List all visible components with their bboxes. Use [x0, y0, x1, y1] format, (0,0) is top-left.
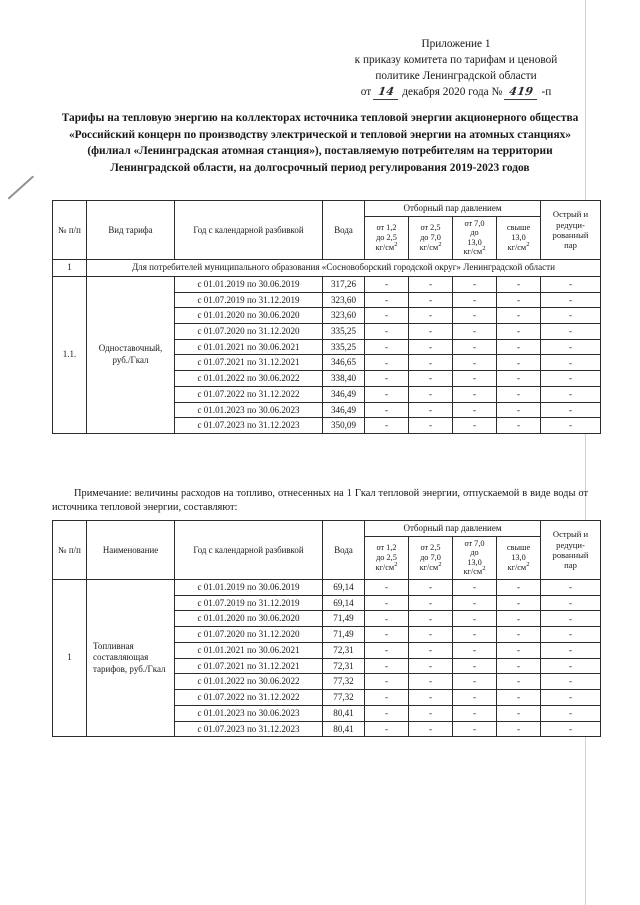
cell-empty-dash: - — [365, 355, 409, 371]
cell-period: с 01.07.2023 по 31.12.2023 — [175, 418, 323, 434]
cell-empty-dash: - — [497, 418, 541, 434]
cell-empty-dash: - — [409, 276, 453, 292]
header-number: № п/п — [53, 201, 87, 260]
pressure-2-line-1: от 2,5 — [420, 543, 441, 553]
cell-period: с 01.01.2023 по 30.06.2023 — [175, 705, 323, 721]
cell-water-value: 69,14 — [323, 595, 365, 611]
cell-empty-dash: - — [497, 371, 541, 387]
pressure-3-line-2: до — [470, 228, 479, 238]
cell-empty-dash: - — [409, 595, 453, 611]
header-pressure-1 — [365, 216, 409, 259]
cell-empty-dash: - — [365, 721, 409, 737]
pressure-3-sup: 2 — [482, 245, 486, 253]
cell-empty-dash: - — [497, 386, 541, 402]
cell-period: с 01.07.2020 по 31.12.2020 — [175, 627, 323, 643]
cell-water-value: 335,25 — [323, 324, 365, 340]
cell-period: с 01.01.2021 по 30.06.2021 — [175, 339, 323, 355]
cell-water-value: 346,49 — [323, 402, 365, 418]
pressure-1-sup: 2 — [394, 240, 398, 248]
cell-water-value: 77,32 — [323, 690, 365, 706]
cell-water-value: 335,25 — [323, 339, 365, 355]
cell-empty-dash: - — [453, 402, 497, 418]
cell-empty-dash: - — [365, 339, 409, 355]
header-water: Вода — [323, 521, 365, 580]
pressure-2-sup: 2 — [438, 240, 442, 248]
cell-empty-dash: - — [541, 642, 601, 658]
cell-empty-dash: - — [409, 580, 453, 596]
cell-empty-dash: - — [453, 418, 497, 434]
cell-empty-dash: - — [453, 674, 497, 690]
cell-period: с 01.01.2023 по 30.06.2023 — [175, 402, 323, 418]
table-header-row-top — [53, 521, 601, 537]
date-month-year: декабря 2020 года № — [402, 86, 503, 99]
cell-water-value: 77,32 — [323, 674, 365, 690]
cell-empty-dash: - — [541, 674, 601, 690]
cell-period: с 01.07.2022 по 31.12.2022 — [175, 690, 323, 706]
pressure-1-line-1: от 1,2 — [376, 223, 397, 233]
cell-empty-dash: - — [541, 386, 601, 402]
header-pressure-4 — [497, 536, 541, 579]
cell-empty-dash: - — [365, 292, 409, 308]
row-number: 1.1. — [53, 276, 87, 433]
cell-empty-dash: - — [409, 642, 453, 658]
cell-empty-dash: - — [497, 324, 541, 340]
cell-empty-dash: - — [453, 690, 497, 706]
pressure-3-line-1: от 7,0 — [464, 218, 485, 228]
group-number: 1 — [53, 260, 87, 277]
pressure-2-line-2: до 7,0 — [420, 553, 441, 563]
cell-empty-dash: - — [497, 642, 541, 658]
handwritten-order-number: 419 — [504, 86, 539, 100]
pressure-4-line-2: 13,0 — [511, 233, 526, 243]
header-steam-group: Отборный пар давлением — [365, 521, 541, 537]
cell-empty-dash: - — [453, 355, 497, 371]
pressure-3-unit: кг/см — [463, 567, 483, 577]
cell-empty-dash: - — [497, 580, 541, 596]
cell-empty-dash: - — [497, 292, 541, 308]
cell-period: с 01.01.2020 по 30.06.2020 — [175, 611, 323, 627]
pressure-1-line-2: до 2,5 — [376, 233, 397, 243]
cell-empty-dash: - — [453, 611, 497, 627]
pressure-1-line-2: до 2,5 — [376, 553, 397, 563]
cell-empty-dash: - — [365, 371, 409, 387]
header-sharp-steam — [541, 201, 601, 260]
header-pressure-3 — [453, 216, 497, 259]
pressure-4-sup: 2 — [526, 240, 530, 248]
handwritten-day: 14 — [373, 86, 400, 100]
cell-period: с 01.07.2020 по 31.12.2020 — [175, 324, 323, 340]
pressure-2-unit: кг/см — [419, 242, 439, 252]
cell-period: с 01.07.2019 по 31.12.2019 — [175, 292, 323, 308]
cell-empty-dash: - — [365, 674, 409, 690]
tariff-table-body — [53, 260, 601, 434]
pressure-4-unit: кг/см — [507, 242, 527, 252]
cell-empty-dash: - — [409, 355, 453, 371]
sharp-line-4: пар — [564, 560, 577, 571]
cell-empty-dash: - — [497, 721, 541, 737]
cell-water-value: 80,41 — [323, 721, 365, 737]
cell-empty-dash: - — [409, 611, 453, 627]
pressure-4-unit: кг/см — [507, 562, 527, 572]
cell-water-value: 71,49 — [323, 611, 365, 627]
cell-empty-dash: - — [541, 658, 601, 674]
cell-empty-dash: - — [365, 386, 409, 402]
cell-empty-dash: - — [497, 690, 541, 706]
cell-empty-dash: - — [541, 339, 601, 355]
cell-empty-dash: - — [365, 402, 409, 418]
cell-empty-dash: - — [453, 580, 497, 596]
cell-empty-dash: - — [365, 418, 409, 434]
header-name: Наименование — [87, 521, 175, 580]
cell-empty-dash: - — [541, 324, 601, 340]
cell-empty-dash: - — [541, 418, 601, 434]
row-label: Топливная составляющая тарифов, руб./Гкал — [87, 580, 175, 737]
sharp-line-1: Острый и — [552, 209, 589, 220]
header-steam-group: Отборный пар давлением — [365, 201, 541, 217]
cell-empty-dash: - — [497, 355, 541, 371]
cell-empty-dash: - — [365, 595, 409, 611]
cell-empty-dash: - — [365, 580, 409, 596]
cell-empty-dash: - — [541, 721, 601, 737]
cell-period: с 01.01.2021 по 30.06.2021 — [175, 642, 323, 658]
cell-empty-dash: - — [409, 371, 453, 387]
cell-empty-dash: - — [497, 308, 541, 324]
cell-empty-dash: - — [497, 674, 541, 690]
cell-empty-dash: - — [365, 627, 409, 643]
order-reference-line-1: к приказу комитета по тарифам и ценовой — [354, 54, 558, 67]
sharp-line-2: редуци- — [556, 539, 585, 550]
cell-period: с 01.07.2023 по 31.12.2023 — [175, 721, 323, 737]
fuel-component-table-body — [53, 580, 601, 737]
cell-empty-dash: - — [453, 371, 497, 387]
pressure-2-line-2: до 7,0 — [420, 233, 441, 243]
header-pressure-4 — [497, 216, 541, 259]
pressure-1-unit: кг/см — [375, 562, 395, 572]
cell-empty-dash: - — [497, 276, 541, 292]
cell-water-value: 346,49 — [323, 386, 365, 402]
cell-empty-dash: - — [365, 308, 409, 324]
order-reference-line-2: политике Ленинградской области — [375, 70, 537, 83]
cell-empty-dash: - — [497, 658, 541, 674]
pressure-1-unit: кг/см — [375, 242, 395, 252]
cell-empty-dash: - — [409, 386, 453, 402]
cell-water-value: 323,60 — [323, 292, 365, 308]
cell-empty-dash: - — [365, 276, 409, 292]
cell-empty-dash: - — [409, 674, 453, 690]
cell-empty-dash: - — [453, 324, 497, 340]
pressure-3-sup: 2 — [482, 565, 486, 573]
cell-empty-dash: - — [541, 371, 601, 387]
table-row — [53, 580, 601, 596]
cell-period: с 01.07.2021 по 31.12.2021 — [175, 355, 323, 371]
cell-empty-dash: - — [409, 690, 453, 706]
cell-period: с 01.01.2019 по 30.06.2019 — [175, 580, 323, 596]
header-pressure-2 — [409, 216, 453, 259]
pressure-4-line-2: 13,0 — [511, 553, 526, 563]
pressure-3-unit: кг/см — [463, 247, 483, 257]
cell-empty-dash: - — [497, 611, 541, 627]
sharp-line-1: Острый и — [552, 529, 589, 540]
cell-empty-dash: - — [409, 308, 453, 324]
header-year-breakdown: Год с календарной разбивкой — [175, 201, 323, 260]
pressure-4-line-1: свыше — [506, 223, 531, 233]
tariff-table — [52, 200, 601, 434]
cell-empty-dash: - — [497, 627, 541, 643]
pressure-3-line-3: 13,0 — [467, 237, 482, 247]
cell-water-value: 80,41 — [323, 705, 365, 721]
cell-empty-dash: - — [453, 627, 497, 643]
cell-empty-dash: - — [453, 292, 497, 308]
cell-empty-dash: - — [541, 595, 601, 611]
pressure-4-sup: 2 — [526, 560, 530, 568]
cell-water-value: 317,26 — [323, 276, 365, 292]
cell-empty-dash: - — [497, 705, 541, 721]
appendix-label: Приложение 1 — [421, 38, 491, 50]
cell-empty-dash: - — [409, 402, 453, 418]
page-title: Тарифы на тепловую энергию на коллекторах источника тепловой энергии акционерного общества «Российский концерн по производству электрической и тепловой энергии на атомных станциях» (филиал «Ленинградская атомная станция»), поставляемую потребителям на территории Ленинградской области, на долгосрочный период регулирования 2019-2023 годов — [61, 112, 579, 174]
row-number: 1 — [53, 580, 87, 737]
cell-empty-dash: - — [453, 339, 497, 355]
pressure-4-line-1: свыше — [506, 543, 531, 553]
cell-empty-dash: - — [541, 690, 601, 706]
cell-empty-dash: - — [365, 658, 409, 674]
fuel-component-table — [52, 520, 601, 737]
cell-empty-dash: - — [541, 611, 601, 627]
cell-empty-dash: - — [541, 627, 601, 643]
sharp-line-4: пар — [564, 240, 577, 251]
cell-water-value: 346,65 — [323, 355, 365, 371]
cell-empty-dash: - — [365, 611, 409, 627]
cell-empty-dash: - — [453, 721, 497, 737]
pressure-1-line-1: от 1,2 — [376, 543, 397, 553]
cell-water-value: 71,49 — [323, 627, 365, 643]
pressure-2-sup: 2 — [438, 560, 442, 568]
document-header — [330, 36, 582, 100]
pressure-2-line-1: от 2,5 — [420, 223, 441, 233]
cell-water-value: 72,31 — [323, 658, 365, 674]
header-pressure-3 — [453, 536, 497, 579]
cell-water-value: 72,31 — [323, 642, 365, 658]
cell-period: с 01.07.2022 по 31.12.2022 — [175, 386, 323, 402]
cell-empty-dash: - — [409, 721, 453, 737]
table-header-row-top — [53, 201, 601, 217]
cell-empty-dash: - — [497, 595, 541, 611]
sharp-line-3: рованный — [552, 550, 589, 561]
cell-empty-dash: - — [497, 402, 541, 418]
sharp-line-2: редуци- — [556, 219, 585, 230]
cell-empty-dash: - — [453, 705, 497, 721]
cell-empty-dash: - — [541, 705, 601, 721]
header-pressure-2 — [409, 536, 453, 579]
cell-empty-dash: - — [541, 355, 601, 371]
cell-empty-dash: - — [409, 627, 453, 643]
cell-empty-dash: - — [453, 595, 497, 611]
cell-empty-dash: - — [409, 324, 453, 340]
margin-pen-mark — [8, 198, 34, 224]
cell-empty-dash: - — [541, 292, 601, 308]
cell-empty-dash: - — [453, 642, 497, 658]
header-water: Вода — [323, 201, 365, 260]
table-group-row — [53, 260, 601, 277]
header-year-breakdown: Год с календарной разбивкой — [175, 521, 323, 580]
header-tariff-type: Вид тарифа — [87, 201, 175, 260]
table-row — [53, 276, 601, 292]
sharp-line-3: рованный — [552, 230, 589, 241]
header-number: № п/п — [53, 521, 87, 580]
group-label: Для потребителей муниципального образования «Сосновоборский городской округ» Ленинградской области — [87, 260, 601, 277]
header-pressure-1 — [365, 536, 409, 579]
pressure-2-unit: кг/см — [419, 562, 439, 572]
note-paragraph: Примечание: величины расходов на топливо, отнесенных на 1 Гкал тепловой энергии, отпускаемой в виде воды от источника тепловой энергии, составляют: — [52, 488, 588, 514]
cell-empty-dash: - — [541, 276, 601, 292]
cell-empty-dash: - — [409, 418, 453, 434]
order-number-suffix: -п — [541, 86, 552, 99]
pressure-3-line-2: до — [470, 548, 479, 558]
cell-period: с 01.07.2021 по 31.12.2021 — [175, 658, 323, 674]
cell-empty-dash: - — [409, 658, 453, 674]
cell-water-value: 69,14 — [323, 580, 365, 596]
cell-period: с 01.01.2022 по 30.06.2022 — [175, 674, 323, 690]
cell-empty-dash: - — [453, 386, 497, 402]
cell-water-value: 350,09 — [323, 418, 365, 434]
header-sharp-steam — [541, 521, 601, 580]
cell-empty-dash: - — [365, 705, 409, 721]
cell-empty-dash: - — [541, 580, 601, 596]
pressure-3-line-3: 13,0 — [467, 557, 482, 567]
cell-water-value: 323,60 — [323, 308, 365, 324]
order-date-line — [330, 84, 582, 100]
cell-empty-dash: - — [365, 690, 409, 706]
cell-empty-dash: - — [409, 705, 453, 721]
cell-water-value: 338,40 — [323, 371, 365, 387]
cell-period: с 01.01.2020 по 30.06.2020 — [175, 308, 323, 324]
cell-empty-dash: - — [365, 642, 409, 658]
cell-empty-dash: - — [365, 324, 409, 340]
cell-period: с 01.07.2019 по 31.12.2019 — [175, 595, 323, 611]
cell-empty-dash: - — [453, 276, 497, 292]
cell-empty-dash: - — [409, 339, 453, 355]
cell-empty-dash: - — [541, 402, 601, 418]
cell-empty-dash: - — [409, 292, 453, 308]
cell-period: с 01.01.2022 по 30.06.2022 — [175, 371, 323, 387]
cell-empty-dash: - — [453, 308, 497, 324]
pressure-1-sup: 2 — [394, 560, 398, 568]
pressure-3-line-1: от 7,0 — [464, 538, 485, 548]
row-label: Одноставочный, руб./Гкал — [87, 276, 175, 433]
cell-empty-dash: - — [453, 658, 497, 674]
cell-empty-dash: - — [497, 339, 541, 355]
date-prefix: от — [360, 86, 372, 99]
cell-empty-dash: - — [541, 308, 601, 324]
cell-period: с 01.01.2019 по 30.06.2019 — [175, 276, 323, 292]
